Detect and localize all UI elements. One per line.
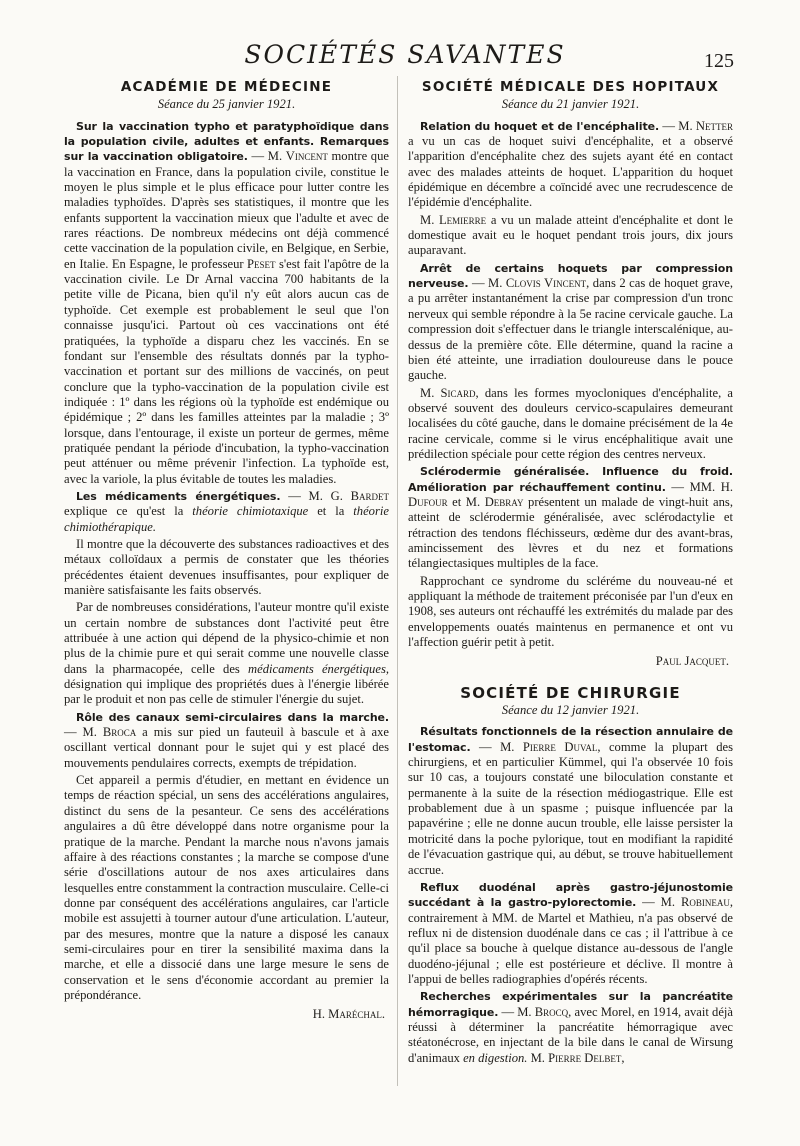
article-hoquet: Relation du hoquet et de l'encéphalite. — M. Netter a vu un cas de hoquet suivi d'encéphalite, et a observé l'apparition d'encéphalite chez des sujets ayant été en contact avec des malades atteints de hoquet. L'apparition du hoquet épidémique en décembre a coïncidé avec une recrudescence de l'épidémie d'encéphalite.: [408, 118, 733, 210]
article-pancreatite: Recherches expérimentales sur la pancréatite hémorragique. — M. Brocq, avec Morel, en 1914, avait déjà réussi à déterminer la pancréatite hémorragique avec stéatonécrose, en injectant de la bile dans le canal de Wirsung d'animaux en digestion. M. Pierre Delbet,: [408, 990, 734, 1065]
signature: Paul Jacquet.: [655, 654, 729, 669]
article-title: Sclérodermie généralisée. Influence du froid. Amélioration par réchauffement continu.: [408, 465, 733, 494]
column-divider: [397, 76, 398, 1086]
author: Debray: [484, 494, 524, 509]
author: Vincent: [285, 149, 328, 164]
hopitaux-session: Séance du 21 janvier 1921.: [501, 97, 640, 112]
signature: H. Maréchal.: [312, 1007, 385, 1022]
article-title: Relation du hoquet et de l'encéphalite.: [420, 119, 660, 133]
article-title: Recherches expérimentales sur la pancréatite hémorragique.: [408, 990, 733, 1019]
chirurgie-session: Séance du 12 janvier 1921.: [501, 703, 640, 718]
author: Clovis Vincent: [505, 276, 587, 291]
paragraph: Il montre que la découverte des substances radioactives et des métaux colloïdaux a permis de constater que les théories précédentes étaient devenues insuffisantes, pour expliquer de manière satisfaisante les faits observés.: [64, 536, 389, 597]
article-compression: Arrêt de certains hoquets par compression nerveuse. — M. Clovis Vincent, dans 2 cas de hoquet grave, a pu arrêter instantanément la crise par compression d'un tronc nerveux qui semble répondre à la 5e racine cervicale gauche. La compression doit s'effectuer dans le triangle interscalénique, au-dessus de la première côte. Elle détermine, quand la racine a bien été atteinte, une irradiation douloureuse dans le pouce gauche.: [408, 261, 733, 383]
author: Pierre Duval: [522, 739, 598, 754]
article-canaux: Rôle des canaux semi-circulaires dans la marche. — M. Broca a mis sur pied un fauteuil à bascule et à axe oscillant vertical donnant pour le sujet qui y est placé des mouvements pendulaires corrects, exempts de trépidation.: [64, 710, 389, 770]
paragraph: Rapprochant ce syndrome du scléréme du nouveau-né et appliquant la méthode de traitement préconisée par l'un d'eux en 1908, ses auteurs ont réchauffé les extrémités du malade par des enveloppements ouatés maintenus en permanence et ont vu l'affection guérir petit à petit.: [408, 573, 733, 650]
academie-heading: ACADÉMIE DE MÉDECINE: [120, 79, 333, 95]
article-title: Rôle des canaux semi-circulaires dans la marche.: [76, 710, 389, 724]
author: Pierre Delbet,: [548, 1050, 625, 1065]
author: Robineau: [680, 895, 730, 910]
chirurgie-heading: SOCIÉTÉ DE CHIRURGIE: [460, 683, 681, 702]
paragraph: Cet appareil a permis d'étudier, en mettant en évidence un temps de réaction spécial, un sens des accélérations angulaires, distinct du sens de la pesanteur. Ce sens des accélérations angulaires a dû être développé dans notre organisme pour la pratique de la marche. Pendant la marche nous n'avons jamais affaire à des réactions constantes ; la marche se compose d'une série d'oscillations autour de nos axes articulaires dans lesquelles entre constamment la contraction musculaire. Celle-ci donne par conséquent des accélérations angulaires, car l'article mobile est assujetti à tourner autour d'une articulation. L'auteur, par des mesures, montre que la nature a disposé les canaux semi-circulaires pour en tirer la sensibilité maxima dans la marche, et elle a dissocié dans une large mesure le sens de conservation et le sens d'économie accordant au premier la prépondérance.: [64, 773, 389, 1002]
running-title: SOCIÉTÉS SAVANTES: [244, 40, 566, 69]
article-title: Sur la vaccination typho et paratyphoïdique dans la population civile, adultes et enfants. Remarques sur la vaccination obligatoire.: [64, 119, 389, 164]
article-title: Reflux duodénal après gastro-jéjunostomie succédant à la gastro-pylorectomie.: [408, 880, 733, 910]
author: Peset: [247, 256, 276, 271]
author: Netter: [695, 118, 733, 133]
left-column: [64, 74, 389, 1023]
article-title: Arrêt de certains hoquets par compression nerveuse.: [408, 261, 733, 291]
paragraph: Par de nombreuses considérations, l'auteur montre qu'il existe un certain nombre de substances dont l'activité peut être attribuée à une action qui dépend de la physico-chimie et non plus de la chimie pure et qui serait comme une nouvelle classe dans la pharmacopée, celle des médicaments énergétiques, désignation qui implique des propriétés dues à l'énergie libérée par le produit et non pas celle de stimuler l'énergie du sujet.: [64, 600, 389, 707]
paragraph: M. Lemierre a vu un malade atteint d'encéphalite et dont le domestique avait eu le hoquet pendant trois jours, dix jours auparavant.: [408, 212, 733, 258]
article-reflux: Reflux duodénal après gastro-jéjunostomie succédant à la gastro-pylorectomie. — M. Robineau, contrairement à MM. de Martel et Mathieu, n'a pas observé de reflux ni de distension duodénale dans ce cas ; il l'attribue à ce qu'il place sa bouche à quelque distance au-dessous de l'angle duodéno-jéjunal ; elle est postérieure et déclive. Il montre à l'appui de belles radiographies d'opérés récents.: [408, 880, 733, 986]
author: Dufour: [408, 494, 448, 509]
article-sclerodermie: Sclérodermie généralisée. Influence du froid. Amélioration par réchauffement continu. — MM. H. Dufour et M. Debray présentent un malade de vingt-huit ans, atteint de sclérodermie généralisée, avec sclérodactylie et rétraction des tendons fléchisseurs, œdème dur des avant-bras, amincissement des lèvres et du nez et formations télangiectasiques multiples de la face.: [408, 465, 733, 571]
author: Brocq: [534, 1004, 569, 1019]
article-vaccination: Sur la vaccination typho et paratyphoïdique dans la population civile, adultes et enfants. Remarques sur la vaccination obligatoire. — M. Vincent montre que la vaccination en France, dans la population civile, constitue le moyen le plus simple et le plus efficace pour lutter contre les maladies typhoïdes. D'après ses statistiques, il montre que les enfants supportent la vaccination mieux que l'adulte et avec de rares réactions. De nombreux médecins ont déjà commencé cette vaccination de la population civile, en Belgique, en Serbie, en Italie. En Espagne, le professeur Peset s'est fait l'apôtre de la vaccination civile. Le Dr Arnal vaccina 700 habitants de la petite ville de Picana, bien qu'il n'y eût alors aucun cas de typhoïde. Cet exemple est probablement le seul que l'on connaisse jusqu'ici. Partout où ces vaccinations ont été pratiquées, la typhoïde a disparu chez les vaccinés. En se fondant sur l'ensemble des résultats donnés par la typho-vaccination et portant sur des millions de vaccinés, on peut conclure que la typho-vaccination de la population civile est indiquée : 1º dans les régions où la typhoïde est endémique ou épidémique ; 2º dans les familles atteintes par la maladie ; 3º lorsque, dans l'entourage, il existe un porteur de germes, même pratiquée pendant la période d'incubation, la typho-vaccination peut atténuer ou même prévenir l'infection. La typhoïde est, avec la variole, la plus évitable de toutes les maladies.: [64, 119, 389, 486]
page-number: 125: [704, 50, 734, 72]
article-medicaments: Les médicaments énergétiques. — M. G. Bardet explique ce qu'est la théorie chimiotaxique et la théorie chimiothérapique.: [64, 488, 390, 534]
author: Bardet: [350, 488, 390, 503]
right-column: [408, 74, 733, 1068]
academie-session: Séance du 25 janvier 1921.: [157, 97, 296, 112]
author: Sicard: [440, 385, 476, 400]
article-title: Les médicaments énergétiques.: [76, 489, 281, 503]
article-resection: Résultats fonctionnels de la résection annulaire de l'estomac. — M. Pierre Duval, comme la plupart des chirurgiens, et en particulier Kümmel, qui l'a observée 10 fois sur 10 cas, a toujours constaté une biloculation constante et permanente à la suite de la résection médiogastrique. Elle est probablement due à un spasme ; puisque influencée par la papavérine ; elle ne donne aucun trouble, elle laisse persister la motricité dans la poche pylorique, tout en modifiant la rapidité de l'évacuation gastrique qui, au début, se trouve habituellement accrue.: [408, 725, 734, 877]
article-title: Résultats fonctionnels de la résection annulaire de l'estomac.: [408, 725, 733, 754]
author: Broca: [102, 725, 137, 740]
paragraph: M. Sicard, dans les formes myocloniques d'encéphalite, a observé souvent des douleurs cervico-scapulaires demeurant localisées du côté gauche, dans le domaine précisément de la 4e racine cervicale, comme si le virus encéphalitique avait une prédilection spéciale pour cette région des centres nerveux.: [408, 385, 733, 461]
author: Lemierre: [438, 212, 487, 227]
hopitaux-heading: SOCIÉTÉ MÉDICALE DES HOPITAUX: [421, 79, 720, 95]
